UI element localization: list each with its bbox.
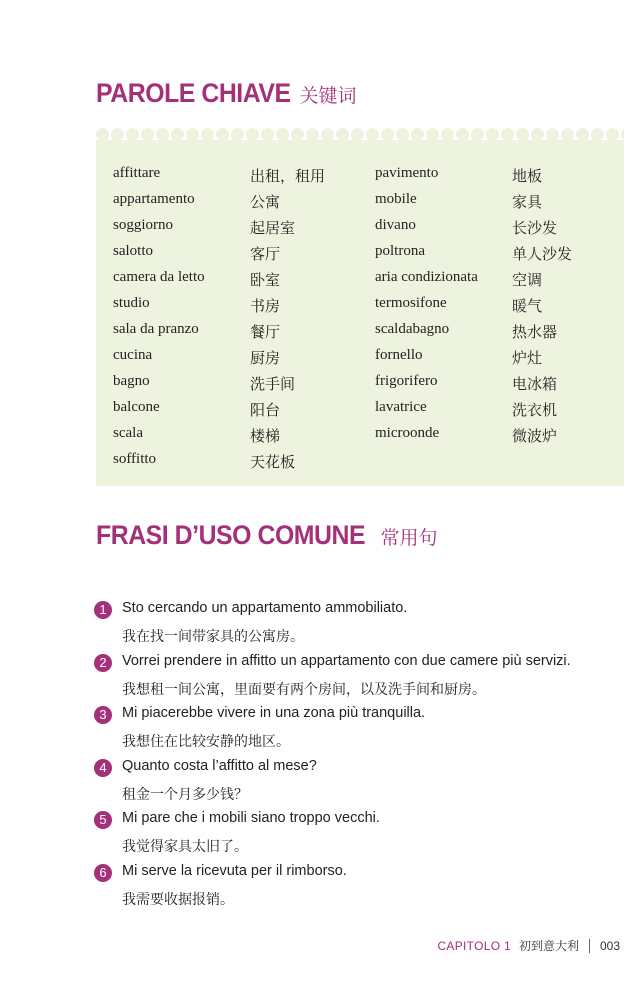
phrase-number-badge: 6	[94, 864, 112, 882]
vocab-chinese: 电冰箱	[512, 375, 558, 393]
phrase-italian: Sto cercando un appartamento ammobiliato.	[122, 600, 408, 616]
phrase-chinese: 我想租一间公寓，里面要有两个房间，以及洗手间和厨房。	[122, 681, 486, 698]
phrase-chinese: 我想住在比较安静的地区。	[122, 734, 290, 750]
phrase-number-badge: 2	[94, 654, 112, 672]
vocab-italian: aria condizionata	[375, 269, 478, 285]
phrase-chinese: 我在找一间带家具的公寓房。	[122, 629, 304, 645]
vocab-italian: balcone	[113, 399, 160, 415]
vocab-italian: soggiorno	[113, 217, 173, 233]
vocab-row	[113, 399, 613, 425]
vocab-row	[113, 425, 613, 451]
section-title-keywords	[96, 78, 357, 109]
vocab-row	[113, 321, 613, 347]
phrase-number-badge: 4	[94, 759, 112, 777]
vocab-row	[113, 295, 613, 321]
section-title-italian: PAROLE CHIAVE	[96, 78, 291, 108]
vocab-italian: frigorifero	[375, 373, 438, 389]
vocab-chinese: 洗手间	[250, 375, 296, 393]
vocab-chinese: 家具	[512, 193, 543, 211]
section-title-phrases	[96, 520, 438, 551]
vocab-chinese: 洗衣机	[512, 401, 558, 419]
vocab-italian: salotto	[113, 243, 153, 259]
vocab-italian: camera da letto	[113, 269, 205, 285]
footer-chapter: CAPITOLO 1	[437, 938, 511, 953]
page-footer	[437, 937, 620, 954]
vocab-chinese: 楼梯	[250, 427, 281, 445]
vocab-chinese: 出租，租用	[250, 167, 326, 185]
vocab-italian: scala	[113, 425, 143, 441]
vocab-italian: fornello	[375, 347, 423, 363]
phrase-number-badge: 5	[94, 811, 112, 829]
vocab-chinese: 单人沙发	[512, 245, 573, 263]
vocab-row	[113, 191, 613, 217]
vocab-chinese: 空调	[512, 271, 543, 289]
vocab-row	[113, 451, 613, 477]
vocab-chinese: 微波炉	[512, 427, 558, 445]
vocab-row	[113, 217, 613, 243]
vocab-chinese: 长沙发	[512, 219, 558, 237]
section-title-chinese: 关键词	[299, 85, 357, 107]
section-title-italian: FRASI D’USO COMUNE	[96, 520, 366, 550]
vocab-italian: studio	[113, 295, 150, 311]
vocab-italian: pavimento	[375, 165, 439, 181]
vocab-row	[113, 347, 613, 373]
vocab-chinese: 炉灶	[512, 349, 543, 367]
vocab-italian: bagno	[113, 373, 150, 389]
phrase-number-badge: 3	[94, 706, 112, 724]
vocab-chinese: 公寓	[250, 193, 281, 211]
vocab-row	[113, 269, 613, 295]
phrase-italian: Quanto costa l’affitto al mese?	[122, 757, 317, 774]
vocab-chinese: 厨房	[250, 349, 281, 367]
phrase-italian: Vorrei prendere in affitto un appartamento con due camere più servizi.	[122, 652, 571, 669]
vocab-italian: cucina	[113, 347, 153, 363]
phrase-chinese: 我需要收据报销。	[122, 891, 234, 908]
vocab-italian: soffitto	[113, 451, 157, 467]
phrase-italian: Mi serve la ricevuta per il rimborso.	[122, 862, 347, 879]
phrase-italian: Mi pare che i mobili siano troppo vecchi.	[122, 810, 380, 826]
vocab-row	[113, 373, 613, 399]
vocab-row	[113, 165, 613, 191]
vocab-italian: scaldabagno	[375, 321, 450, 337]
vocab-chinese: 客厅	[250, 245, 281, 263]
vocab-italian: affittare	[113, 165, 161, 181]
vocab-italian: mobile	[375, 191, 417, 207]
phrase-chinese: 我觉得家具太旧了。	[122, 839, 248, 855]
phrase-italian: Mi piacerebbe vivere in una zona più tranquilla.	[122, 705, 426, 721]
vocab-italian: poltrona	[375, 243, 425, 259]
vocab-chinese: 天花板	[250, 453, 296, 471]
vocab-italian: divano	[375, 217, 416, 233]
phrase-number-badge: 1	[94, 601, 112, 619]
vocab-chinese: 暖气	[512, 297, 543, 315]
footer-chapter-chinese: 初到意大利	[518, 939, 579, 953]
vocab-italian: microonde	[375, 425, 440, 441]
vocab-chinese: 餐厅	[250, 323, 281, 341]
vocab-italian: sala da pranzo	[113, 321, 199, 337]
page-number: 003	[599, 938, 620, 953]
vocab-chinese: 书房	[250, 297, 281, 315]
vocab-chinese: 地板	[512, 167, 543, 185]
vocab-chinese: 卧室	[250, 271, 281, 289]
vocab-chinese: 起居室	[250, 219, 296, 237]
vocab-chinese: 阳台	[250, 401, 281, 419]
phrase-chinese: 租金一个月多少钱？	[122, 786, 248, 803]
vocab-italian: lavatrice	[375, 399, 427, 415]
section-title-chinese: 常用句	[380, 527, 438, 549]
vocab-chinese: 热水器	[512, 323, 558, 341]
footer-divider	[589, 939, 590, 953]
vocab-row	[113, 243, 613, 269]
vocab-italian: termosifone	[375, 295, 447, 311]
vocab-italian: appartamento	[113, 191, 195, 207]
